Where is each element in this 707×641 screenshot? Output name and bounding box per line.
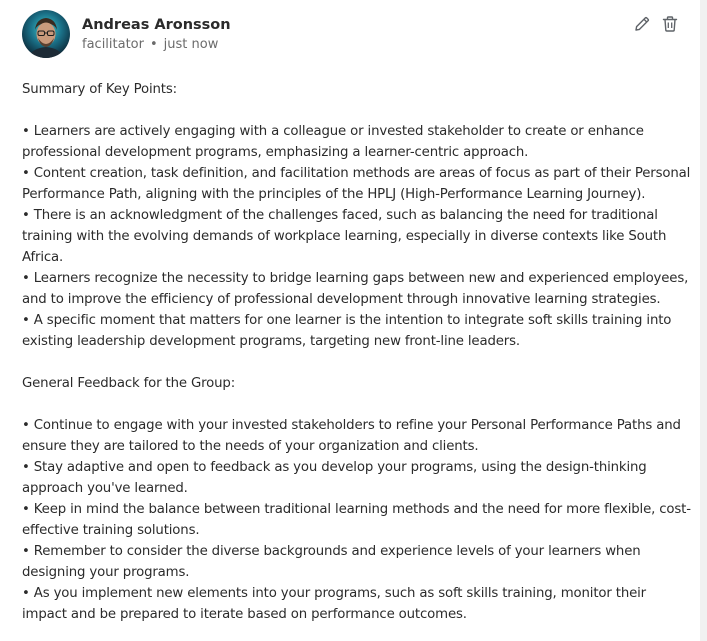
post-meta [82,15,231,54]
spacer [22,352,692,373]
edit-button[interactable] [632,13,652,35]
feedback-item: • Remember to consider the diverse backgrounds and experience levels of your learners when designing your programs. [22,544,641,580]
author-role: facilitator [82,36,144,52]
feedback-item: • Keep in mind the balance between traditional learning methods and the need for more flexible, cost-effective training solutions. [22,502,691,538]
post-body [22,79,692,625]
spacer [22,100,692,121]
spacer [22,394,692,415]
summary-item: • A specific moment that matters for one learner is the intention to integrate soft skills training into existing leadership development programs, targeting new front-line leaders. [22,313,672,349]
summary-heading: Summary of Key Points: [22,82,177,97]
delete-button[interactable] [660,13,680,35]
post-header [22,10,231,58]
summary-item: • There is an acknowledgment of the challenges faced, such as balancing the need for traditional training with the evolving demands of workplace learning, especially in diverse contexts like South Africa. [22,208,667,265]
avatar[interactable] [22,10,70,58]
scrollbar-track[interactable] [700,0,707,641]
post-actions [632,13,680,35]
post-subline [82,36,231,54]
avatar-image [22,10,70,58]
post-timestamp: just now [163,36,219,52]
feedback-item: • Stay adaptive and open to feedback as you develop your programs, using the design-thinking approach you've learned. [22,460,647,496]
feedback-heading: General Feedback for the Group: [22,376,236,391]
pencil-icon [633,15,651,33]
feedback-item: • As you implement new elements into your programs, such as soft skills training, monitor their impact and be prepared to iterate based on performance outcomes. [22,586,646,622]
author-name[interactable]: Andreas Aronsson [82,16,231,33]
trash-icon [661,15,679,33]
meta-separator: • [150,36,158,52]
summary-item: • Learners recognize the necessity to bridge learning gaps between new and experienced employees, and to improve the efficiency of professional development through innovative learning strategies. [22,271,689,307]
summary-item: • Content creation, task definition, and facilitation methods are areas of focus as part of their Personal Performance Path, aligning with the principles of the HPLJ (High-Performance Learning Journey). [22,166,691,202]
summary-item: • Learners are actively engaging with a colleague or invested stakeholder to create or enhance professional development programs, emphasizing a learner-centric approach. [22,124,644,160]
feedback-item: • Continue to engage with your invested stakeholders to refine your Personal Performance Paths and ensure they are tailored to the needs of your organization and clients. [22,418,681,454]
